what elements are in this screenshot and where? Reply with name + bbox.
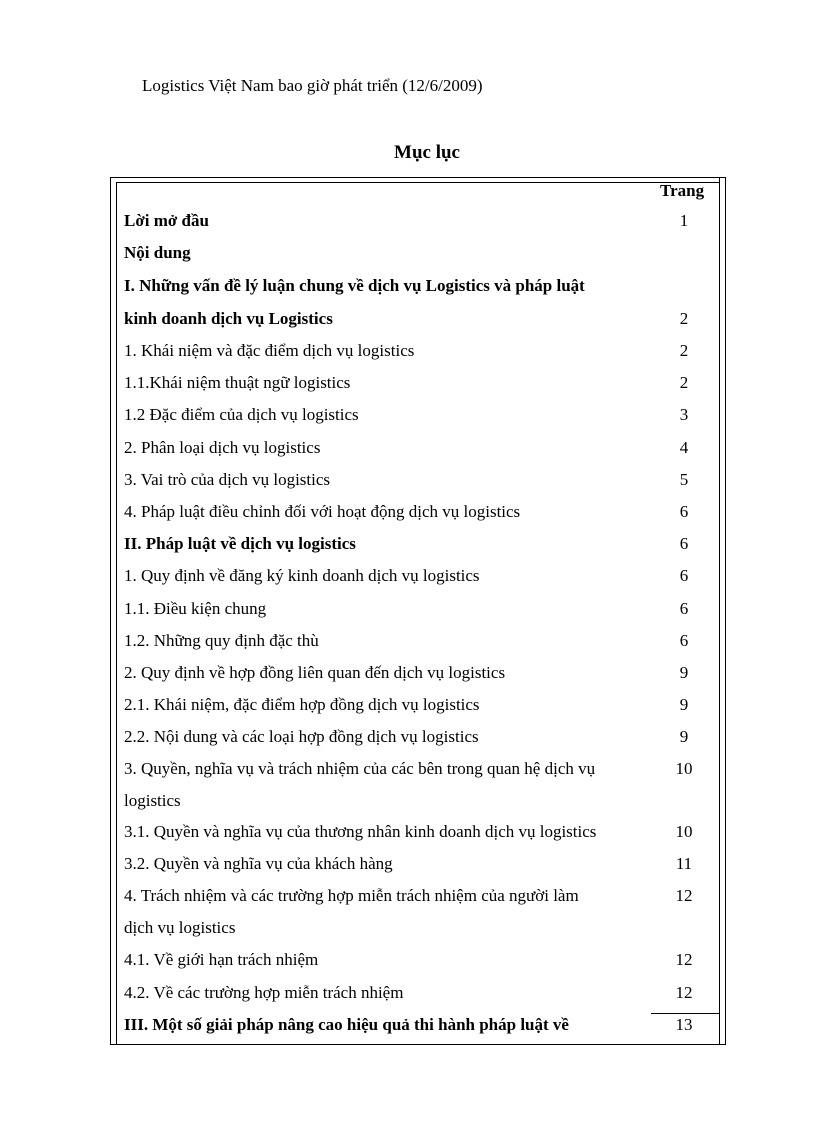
- toc-entry-page: 13: [675, 1015, 693, 1034]
- toc-entry-page: 9: [679, 695, 689, 714]
- toc-entry-page: 6: [679, 502, 689, 521]
- toc-entry-page: 12: [675, 983, 693, 1002]
- toc-entry-text: 1. Khái niệm và đặc điểm dịch vụ logistics: [124, 341, 415, 360]
- toc-entry-text: 4. Pháp luật điều chỉnh đối với hoạt động dịch vụ logistics: [124, 502, 521, 521]
- toc-entry-page: 12: [675, 886, 693, 905]
- toc-entry-text: 1.2. Những quy định đặc thù: [124, 631, 319, 650]
- toc-entry-text: 2. Phân loại dịch vụ logistics: [124, 438, 321, 457]
- toc-entry-page: 4: [679, 438, 689, 457]
- toc-entry-text: 2. Quy định về hợp đồng liên quan đến dịch vụ logistics: [124, 663, 506, 682]
- toc-entry-page: 6: [679, 631, 689, 650]
- toc-entry-text: Lời mở đầu: [124, 211, 209, 230]
- toc-entry-text: Nội dung: [124, 243, 191, 262]
- toc-entry-page: 6: [679, 566, 689, 585]
- toc-entry-page: 2: [679, 373, 689, 392]
- page-column-rule: [651, 1013, 719, 1014]
- toc-entry-page: 10: [675, 759, 693, 778]
- toc-entry-text: 1. Quy định về đăng ký kinh doanh dịch vụ logistics: [124, 566, 480, 585]
- toc-entry-text: dịch vụ logistics: [124, 918, 236, 937]
- toc-entry-page: 6: [679, 599, 689, 618]
- toc-entry-text: II. Pháp luật về dịch vụ logistics: [124, 534, 356, 553]
- toc-entry-text: III. Một số giải pháp nâng cao hiệu quả thi hành pháp luật về: [124, 1015, 569, 1034]
- toc-title: Mục lục: [394, 142, 460, 163]
- toc-entry-page: 9: [679, 727, 689, 746]
- toc-entry-text: 3.2. Quyền và nghĩa vụ của khách hàng: [124, 854, 393, 873]
- toc-entry-text: 2.2. Nội dung và các loại hợp đồng dịch vụ logistics: [124, 727, 479, 746]
- table-inner-border-right: [719, 177, 720, 1045]
- toc-entry-text: 3. Quyền, nghĩa vụ và trách nhiệm của các bên trong quan hệ dịch vụ: [124, 759, 596, 778]
- toc-entry-page: 1: [679, 211, 689, 230]
- toc-entry-text: kinh doanh dịch vụ Logistics: [124, 309, 333, 328]
- toc-entry-text: 1.1. Điều kiện chung: [124, 599, 267, 618]
- toc-entry-page: 11: [675, 854, 693, 873]
- document-header: Logistics Việt Nam bao giờ phát triển (12/6/2009): [142, 76, 483, 95]
- toc-entry-page: 2: [679, 309, 689, 328]
- toc-entry-text: 1.1.Khái niệm thuật ngữ logistics: [124, 373, 351, 392]
- toc-entry-page: 6: [679, 534, 689, 553]
- toc-entry-page: 12: [675, 950, 693, 969]
- toc-entry-text: 2.1. Khái niệm, đặc điểm hợp đồng dịch vụ logistics: [124, 695, 480, 714]
- toc-entry-text: I. Những vấn đề lý luận chung về dịch vụ Logistics và pháp luật: [124, 276, 585, 295]
- toc-entry-text: 4.1. Về giới hạn trách nhiệm: [124, 950, 319, 969]
- toc-entry-text: logistics: [124, 791, 181, 810]
- toc-entry-page: 10: [675, 822, 693, 841]
- table-inner-border-left: [116, 182, 117, 1045]
- toc-entry-page: 5: [679, 470, 689, 489]
- toc-entry-text: 3.1. Quyền và nghĩa vụ của thương nhân kinh doanh dịch vụ logistics: [124, 822, 597, 841]
- toc-entry-page: 3: [679, 405, 689, 424]
- table-inner-border-top: [116, 182, 720, 183]
- page-column-header: Trang: [660, 181, 705, 200]
- toc-entry-text: 4. Trách nhiệm và các trường hợp miễn trách nhiệm của người làm: [124, 886, 579, 905]
- toc-entry-text: 4.2. Về các trường hợp miễn trách nhiệm: [124, 983, 404, 1002]
- toc-entry-text: 3. Vai trò của dịch vụ logistics: [124, 470, 331, 489]
- toc-entry-page: 2: [679, 341, 689, 360]
- toc-entry-text: 1.2 Đặc điểm của dịch vụ logistics: [124, 405, 359, 424]
- toc-entry-page: 9: [679, 663, 689, 682]
